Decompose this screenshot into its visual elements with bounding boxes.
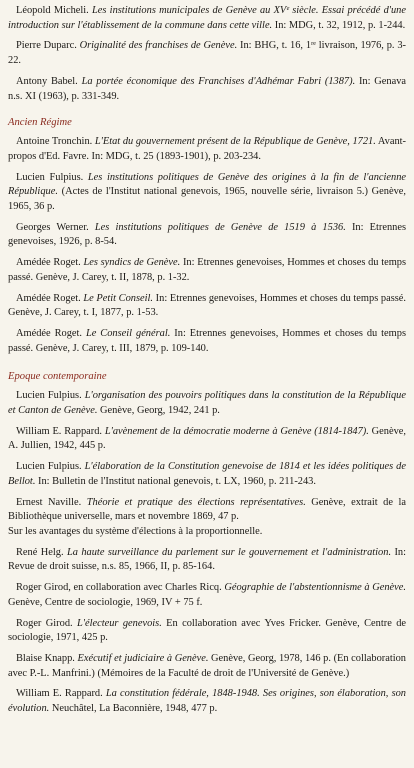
entry-title: Les institutions municipales de Genève au XVᵉ siècle. Essai précédé d'une introduction sur l'établissement de la commune dans cette ville.	[8, 5, 406, 31]
entry-publication: Genève, extrait de la Bibliothèque universelle, mars et novembre 1869, 47 p.	[8, 496, 406, 523]
bibliography-entry	[8, 39, 406, 68]
entry-publication: In: BHG, t. 16, 1ʳᵉ livraison, 1976, p. 3-22.	[8, 40, 406, 67]
bibliography-entry	[8, 221, 406, 250]
bibliography-entry	[8, 389, 406, 418]
entry-author: Roger Girod, en collaboration avec Charles Ricq.	[16, 582, 225, 594]
entry-title: L'avènement de la démocratie moderne à Genève (1814-1847).	[104, 425, 369, 437]
bibliography-entry	[8, 4, 406, 33]
entry-author: Roger Girod.	[16, 617, 77, 629]
bibliography-entry	[8, 425, 406, 454]
entry-publication: Genève, Centre de sociologie, 1969, IV + 75 f.	[8, 596, 203, 608]
entry-group-epoque-contemporaine	[8, 370, 406, 716]
entry-title: L'électeur genevois.	[77, 617, 162, 629]
entry-group-ancien-regime	[8, 116, 406, 356]
entry-title: Théorie et pratique des élections représentatives.	[86, 496, 306, 508]
entry-author: Lucien Fulpius.	[16, 461, 85, 473]
bibliography-entry	[8, 256, 406, 285]
entry-title: L'élaboration de la Constitution genevoise de 1814 et les idées politiques de Bellot.	[8, 461, 406, 487]
entry-publication: Neuchâtel, La Baconnière, 1948, 477 p.	[49, 703, 218, 715]
entry-author: William E. Rappard.	[16, 688, 106, 700]
bibliography-entry	[8, 496, 406, 540]
bibliography-entry	[8, 687, 406, 716]
section-heading: Epoque contemporaine	[8, 371, 107, 383]
entry-title: La constitution fédérale, 1848-1948. Ses origines, son élaboration, son évolution.	[8, 688, 407, 715]
entry-author: René Helg.	[16, 546, 67, 558]
bibliography-entry	[8, 135, 406, 164]
entry-title: Les institutions politiques de Genève des origines à la fin de l'ancienne République.	[8, 171, 407, 198]
entry-title: Les institutions politiques de Genève de 1519 à 1536.	[94, 221, 346, 233]
entry-author: Antony Babel.	[16, 75, 82, 87]
entry-title: Les syndics de Genève.	[83, 257, 181, 269]
entry-publication: In: Etrennes genevoises, Hommes et choses du temps passé. Genève, J. Carey, t. I, 1877, p. 1-53.	[8, 292, 406, 319]
entry-publication: (Actes de l'Institut national genevois, 1965, nouvelle série, livraison 5.) Genève, 1965, 36 p.	[8, 186, 406, 213]
entry-title: Originalité des franchises de Genève.	[79, 40, 238, 52]
entry-publication: Avant-propos d'Ed. Favre. In: MDG, t. 25 (1893-1901), p. 203-234.	[8, 136, 406, 162]
entry-publication: Genève, Georg, 1978, 146 p. (En collaboration avec P.-L. Manfrini.) (Mémoires de la Faculté de droit de l'Université de Genève.)	[8, 652, 406, 679]
entry-title: La haute surveillance du parlement sur le gouvernement et l'administration.	[66, 546, 392, 558]
entry-group-medieval	[8, 4, 406, 104]
entry-publication: In: Revue de droit suisse, n.s. 85, 1966, II, p. 85-164.	[8, 546, 406, 573]
entry-author: Lucien Fulpius.	[16, 390, 85, 402]
bibliography-entry	[8, 171, 406, 215]
entry-author: Blaise Knapp.	[16, 652, 78, 664]
entry-publication: In: Etrennes genevoises, Hommes et choses du temps passé. Genève, J. Carey, t. III, 1879, p. 109-140.	[8, 327, 406, 354]
entry-publication: In: Etrennes genevoises, 1926, p. 8-54.	[8, 221, 407, 248]
entry-author: Amédée Roget.	[16, 327, 86, 339]
entry-author: Lucien Fulpius.	[16, 171, 88, 183]
entry-title: La portée économique des Franchises d'Adhémar Fabri (1387).	[81, 75, 356, 87]
entry-author: Ernest Naville.	[16, 496, 87, 508]
entry-title: L'Etat du gouvernement présent de la République de Genève, 1721.	[94, 136, 376, 148]
entry-title: L'organisation des pouvoirs politiques dans la constitution de la République et Canton de Genève.	[8, 390, 406, 417]
entry-publication: En collaboration avec Yves Fricker. Genève, Centre de sociologie, 1971, 425 p.	[8, 617, 406, 644]
entry-publication: In: Genava n.s. XI (1963), p. 331-349.	[8, 75, 407, 102]
entry-author: William E. Rappard.	[16, 425, 105, 437]
bibliography-entry	[8, 75, 406, 104]
bibliography-entry	[8, 581, 406, 610]
entry-title: Le Conseil général.	[85, 327, 171, 339]
bibliography-entry	[8, 652, 406, 681]
entry-title: Le Petit Conseil.	[83, 292, 154, 304]
entry-author: Léopold Micheli.	[16, 5, 93, 16]
section-heading: Ancien Régime	[8, 117, 72, 129]
bibliography-entry	[8, 292, 406, 321]
entry-publication: In: Etrennes genevoises, Hommes et choses du temps passé. Genève, J. Carey, t. II, 1878, p. 1-32.	[8, 257, 407, 283]
entry-author: Pierre Duparc.	[16, 40, 80, 52]
entry-title: Exécutif et judiciaire à Genève.	[77, 652, 209, 664]
bibliography-entry	[8, 546, 406, 575]
bibliography-entry	[8, 617, 406, 646]
entry-author: Georges Werner.	[16, 221, 95, 233]
entry-author: Antoine Tronchin.	[16, 136, 95, 148]
entry-author: Amédée Roget.	[16, 257, 84, 269]
entry-publication: In: Bulletin de l'Institut national genevois, t. LX, 1960, p. 211-243.	[35, 475, 316, 487]
entry-note: Sur les avantages du système d'élections à la proportionnelle.	[8, 525, 263, 537]
entry-publication: In: MDG, t. 32, 1912, p. 1-244.	[272, 19, 406, 31]
bibliography-entry	[8, 460, 406, 489]
entry-title: Géographie de l'abstentionnisme à Genève.	[224, 582, 406, 594]
entry-publication: Genève, A. Jullien, 1942, 445 p.	[8, 425, 406, 452]
entry-publication: Genève, Georg, 1942, 241 p.	[97, 405, 220, 417]
entry-author: Amédée Roget.	[16, 292, 84, 304]
bibliography-entry	[8, 327, 406, 356]
